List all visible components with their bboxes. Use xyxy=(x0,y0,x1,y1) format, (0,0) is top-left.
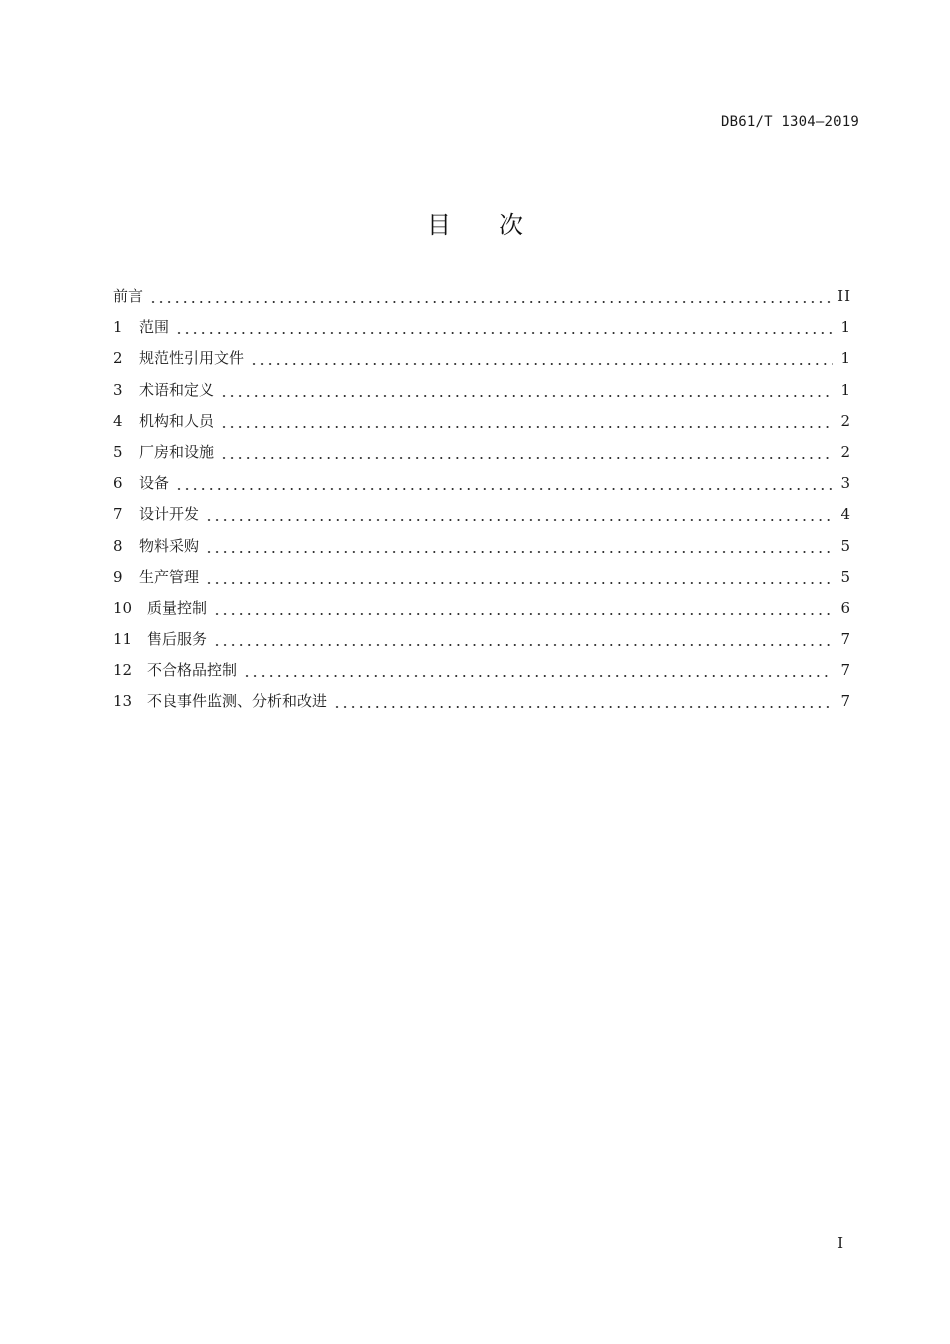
toc-entry-page: 7 xyxy=(840,661,851,680)
toc-entry-number: 9 xyxy=(113,567,123,586)
toc-entry-number: 2 xyxy=(113,349,123,368)
standard-code: DB61/T 1304—2019 xyxy=(720,114,859,130)
toc-entry-page: 2 xyxy=(840,411,851,430)
toc-entry-label: 术语和定义 xyxy=(139,380,215,399)
toc-entry-page: II xyxy=(837,287,851,305)
toc-entry[interactable] xyxy=(113,628,851,659)
toc-entry[interactable] xyxy=(113,690,851,721)
table-of-contents xyxy=(113,285,851,722)
toc-entry-label: 不合格品控制 xyxy=(147,661,238,680)
toc-dot-leader xyxy=(220,445,833,460)
toc-entry[interactable] xyxy=(113,597,851,628)
toc-entry-label: 不良事件监测、分析和改进 xyxy=(147,692,328,711)
toc-dot-leader xyxy=(205,507,833,522)
toc-entry-page: 5 xyxy=(840,567,851,586)
toc-entry-number: 1 xyxy=(113,318,123,337)
toc-entry-page: 7 xyxy=(840,692,851,711)
toc-entry-label: 售后服务 xyxy=(147,630,208,649)
toc-entry[interactable] xyxy=(113,659,851,690)
toc-entry-page: 3 xyxy=(840,474,851,493)
toc-entry[interactable] xyxy=(113,316,851,347)
toc-entry-number: 4 xyxy=(113,411,123,430)
toc-dot-leader xyxy=(220,414,833,429)
toc-entry[interactable] xyxy=(113,535,851,566)
toc-dot-leader xyxy=(213,601,833,616)
toc-entry-label: 设备 xyxy=(139,474,170,493)
toc-entry-label: 质量控制 xyxy=(147,598,208,617)
toc-dot-leader xyxy=(213,632,833,647)
page-number: I xyxy=(837,1234,843,1252)
toc-entry-label: 范围 xyxy=(139,318,170,337)
toc-entry-page: 6 xyxy=(840,598,851,617)
toc-entry-number: 8 xyxy=(113,536,123,555)
toc-entry-number: 3 xyxy=(113,380,123,399)
toc-entry-number: 6 xyxy=(113,474,123,493)
toc-entry[interactable] xyxy=(113,503,851,534)
toc-entry-label: 机构和人员 xyxy=(139,411,215,430)
toc-dot-leader xyxy=(205,539,833,554)
toc-dot-leader xyxy=(175,320,833,335)
toc-entry-page: 1 xyxy=(840,349,851,368)
toc-dot-leader xyxy=(149,289,831,304)
toc-entry-number: 5 xyxy=(113,442,123,461)
toc-entry-label: 前言 xyxy=(113,287,144,305)
toc-entry-number: 13 xyxy=(113,692,133,711)
toc-entry-page: 4 xyxy=(840,505,851,524)
toc-entry-page: 1 xyxy=(840,318,851,337)
toc-entry-label: 生产管理 xyxy=(139,567,200,586)
toc-entry-number: 12 xyxy=(113,661,133,680)
toc-dot-leader xyxy=(250,351,833,366)
toc-entry-page: 1 xyxy=(840,380,851,399)
toc-entry-page: 2 xyxy=(840,442,851,461)
toc-dot-leader xyxy=(175,476,833,491)
toc-entry-number: 10 xyxy=(113,598,133,617)
toc-entry[interactable] xyxy=(113,566,851,597)
toc-entry-label: 规范性引用文件 xyxy=(139,349,245,368)
toc-entry-label: 厂房和设施 xyxy=(139,442,215,461)
toc-entry-label: 设计开发 xyxy=(139,505,200,524)
toc-dot-leader xyxy=(333,694,833,709)
toc-entry[interactable] xyxy=(113,410,851,441)
toc-entry-number: 11 xyxy=(113,630,133,649)
toc-entry-page: 5 xyxy=(840,536,851,555)
toc-entry[interactable] xyxy=(113,347,851,378)
toc-dot-leader xyxy=(205,570,833,585)
toc-entry[interactable] xyxy=(113,379,851,410)
toc-entry[interactable] xyxy=(113,285,851,316)
toc-entry-page: 7 xyxy=(840,630,851,649)
toc-entry[interactable] xyxy=(113,472,851,503)
toc-dot-leader xyxy=(243,663,833,678)
toc-entry[interactable] xyxy=(113,441,851,472)
page-title: 目次 xyxy=(427,211,571,239)
toc-entry-label: 物料采购 xyxy=(139,536,200,555)
toc-entry-number: 7 xyxy=(113,505,123,524)
toc-dot-leader xyxy=(220,383,833,398)
